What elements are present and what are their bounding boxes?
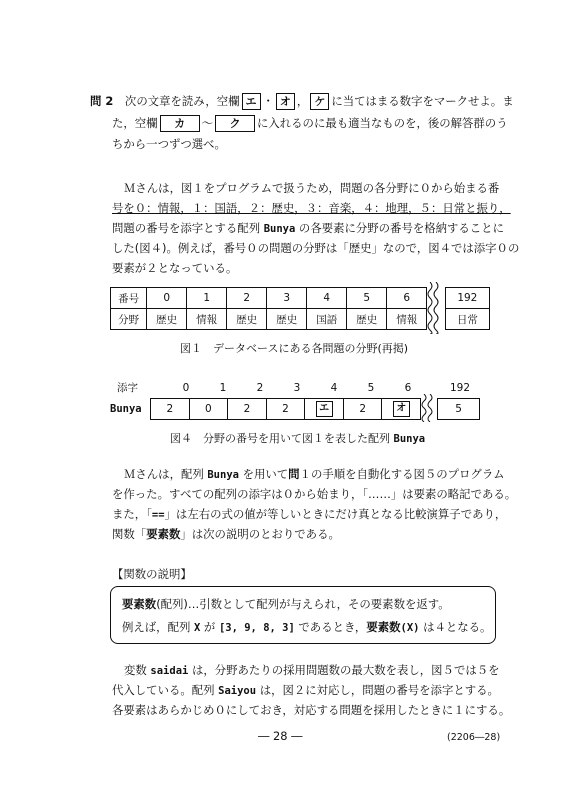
fig1-cell: 情報 (187, 309, 227, 330)
code: X (193, 622, 201, 634)
fig1-cell: 6 (387, 288, 427, 309)
para3-line1 (124, 662, 500, 679)
text: は，分野あたりの採用問題数の最大数を表し，図５では５を (188, 663, 500, 677)
fig1-cell: 192 (445, 288, 489, 309)
blank-o: オ (276, 93, 295, 110)
code-bunya: Bunya (207, 469, 239, 481)
text: 代入している。配列 (112, 683, 219, 697)
para1-line3 (112, 220, 504, 237)
text: １の手順を自動化する図５のプログラム (299, 467, 505, 481)
fig4-cell: 2 (151, 399, 190, 420)
tilde: 〜 (201, 116, 213, 130)
para2-line4 (112, 526, 340, 542)
fig1-cell: 分野 (111, 309, 147, 330)
fig4-index-label: 添字 (117, 382, 138, 394)
fig1-cell: 日常 (445, 309, 489, 330)
fig1-cell: 情報 (387, 309, 427, 330)
figure4-caption (170, 430, 425, 446)
blank-ke: ケ (310, 93, 329, 110)
fig4-index: 0 (182, 382, 190, 394)
fig4-cell (382, 399, 421, 420)
text: であるとき， (294, 620, 367, 634)
page-number: ― 28 ― (258, 729, 303, 743)
fig1-cell: 4 (307, 288, 347, 309)
code: Saiyou (218, 685, 257, 697)
caption-text: 図４ 分野の番号を用いて図１を表した配列 (170, 432, 394, 445)
fig4-cell: 0 (189, 399, 228, 420)
text: 」は左右の式の値が等しいときにだけ真となる比較演算子であり， (164, 507, 507, 521)
fig1-cell: 5 (347, 288, 387, 309)
function-box-line2 (122, 619, 491, 636)
text: また，「 (112, 507, 152, 521)
blank-e-cell: エ (316, 401, 333, 417)
code: (X) (400, 622, 420, 634)
fig4-index: 3 (293, 382, 301, 394)
text: が (200, 620, 219, 634)
code-bunya: Bunya (263, 223, 296, 235)
code-bunya: Bunya (393, 433, 426, 445)
question-line-1 (90, 93, 514, 110)
text: 問題の番号を添字とする配列 (112, 221, 264, 235)
fig1-break-mark (424, 282, 444, 334)
fig4-index: 2 (256, 382, 264, 394)
fig1-cell: 2 (227, 288, 267, 309)
question-line-3: ちから一つずつ選べ。 (112, 137, 226, 151)
page-code: (2206―28) (447, 732, 501, 743)
para2-line1 (124, 466, 504, 483)
blank-ku: ク (215, 115, 255, 132)
para1-line1: Ｍさんは，図１をプログラムで扱うため，問題の各分野に０から始まる番 (124, 181, 500, 195)
bold-text: 要素数 (122, 597, 157, 611)
fig4-index: 4 (330, 382, 338, 394)
text: は，図２に対応し，問題の番号を添字とする。 (256, 683, 499, 697)
para2-line3 (112, 506, 506, 523)
fig1-cell: 番号 (111, 288, 147, 309)
fig1-cell: 歴史 (227, 309, 267, 330)
code: [3, 9, 8, 3] (218, 622, 295, 634)
code: saidai (150, 665, 189, 677)
question-text: た，空欄 (112, 116, 158, 130)
code-operator: == (151, 509, 165, 521)
fig1-cell: 3 (267, 288, 307, 309)
fig4-index: 5 (367, 382, 375, 394)
text: 例えば，配列 (122, 620, 194, 634)
fig4-cell: 2 (228, 399, 267, 420)
separator: ， (296, 94, 309, 108)
text: 関数「 (112, 527, 147, 541)
para3-line2 (112, 682, 499, 699)
text: (配列)…引数として配列が与えられ，その要素数を返す。 (156, 597, 450, 611)
text: を用いて (238, 467, 289, 481)
fig1-cell: 歴史 (267, 309, 307, 330)
fig1-cell: 0 (147, 288, 187, 309)
fig1-cell: 国語 (307, 309, 347, 330)
para2-line2: を作った。すべての配列の添字は０から始まり，「……」は要素の略記である。 (112, 487, 517, 501)
question-text: に入れるのに最も適当なものを，後の解答群のう (256, 116, 508, 130)
question-text: に当てはまる数字をマークせよ。ま (331, 94, 514, 108)
fig1-cell: 歴史 (147, 309, 187, 330)
function-box-line1 (122, 596, 450, 612)
function-heading: 【関数の説明】 (112, 567, 192, 581)
para1-line4: した(図４)。例えば，番号０の問題の分野は「歴史」なので，図４では添字０の (112, 241, 520, 255)
fig4-cell: 2 (266, 399, 305, 420)
para1-line2: 号を０：情報，１：国語，２：歴史，３：音楽，４：地理，５：日常と振り， (112, 201, 511, 215)
fig1-cell: 歴史 (347, 309, 387, 330)
figure1-caption: 図１ データベースにある各問題の分野(再掲) (180, 342, 409, 355)
fig4-index: 192 (449, 382, 471, 394)
bold-text: 要素数 (146, 527, 181, 541)
text: 」は次の説明のとおりである。 (180, 527, 340, 541)
separator: ・ (262, 94, 274, 108)
fig4-array-name: Bunya (110, 403, 142, 415)
fig4-cell: 2 (343, 399, 382, 420)
fig4-index: 1 (219, 382, 227, 394)
bold-text: 問 (288, 467, 300, 481)
blank-o-cell: オ (393, 401, 410, 417)
fig4-index: 6 (404, 382, 412, 394)
text: は４となる。 (419, 620, 492, 634)
fig4-cell: 5 (438, 399, 480, 420)
para3-line3: 各要素はあらかじめ０にしておき，対応する問題を採用したときに１にする。 (112, 703, 511, 717)
text: 変数 (124, 663, 151, 677)
question-text: 次の文章を読み，空欄 (124, 94, 240, 108)
para1-line5: 要素が２となっている。 (112, 261, 238, 275)
fig4-break-mark (418, 394, 438, 422)
blank-e: エ (242, 93, 261, 110)
text: の各要素に分野の番号を格納することに (295, 221, 504, 235)
bold-text: 要素数 (366, 620, 401, 634)
fig4-cell (305, 399, 344, 420)
fig1-cell: 1 (187, 288, 227, 309)
blank-ka: カ (160, 115, 200, 132)
question-line-2 (112, 115, 508, 132)
text: Ｍさんは，配列 (124, 467, 208, 481)
question-number: 問 2 (90, 94, 114, 108)
